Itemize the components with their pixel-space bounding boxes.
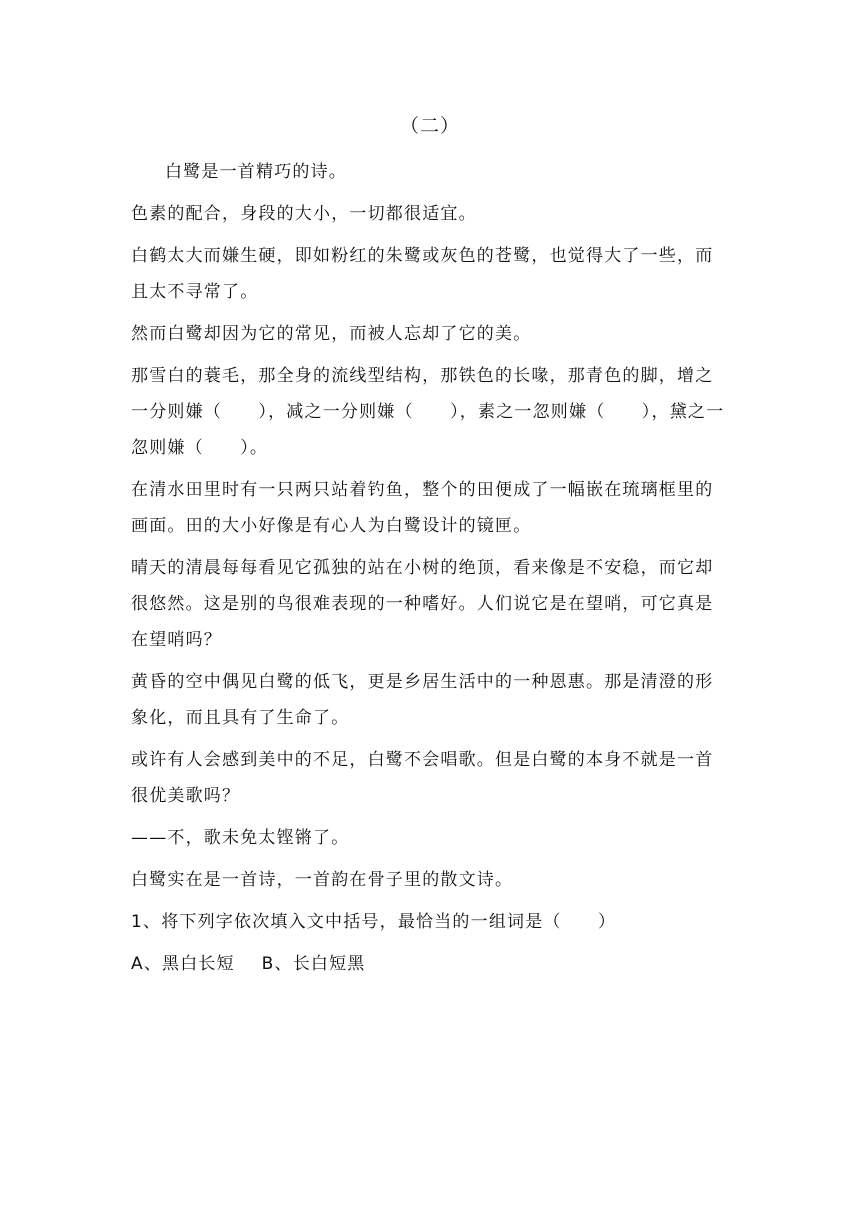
paragraph-2: 色素的配合，身段的大小，一切都很适宜。 [131, 204, 477, 224]
question-1-options: A、黑白长短 B、长白短黑 [131, 954, 366, 974]
paragraph-8: 黄昏的空中偶见白鹭的低飞，更是乡居生活中的一种恩惠。那是清澄的形象化，而且具有了生命了。 [131, 672, 714, 728]
paragraph-6: 在清水田里时有一只两只站着钓鱼，整个的田便成了一幅嵌在琉璃框里的画面。田的大小好像是有心人为白鹭设计的镜匣。 [131, 480, 714, 536]
paragraph-11: 白鹭实在是一首诗，一首韵在骨子里的散文诗。 [131, 870, 514, 890]
paragraph-5: 那雪白的蓑毛，那全身的流线型结构，那铁色的长喙，那青色的脚，增之一分则嫌（ ），减之一分则嫌（ ），素之一忽则嫌（ ），黛之一忽则嫌（ ）。 [131, 366, 725, 458]
passage-body [131, 154, 731, 988]
paragraph-3: 白鹤太大而嫌生硬，即如粉红的朱鹭或灰色的苍鹭，也觉得大了一些，而且太不寻常了。 [131, 246, 714, 302]
paragraph-7: 晴天的清晨每每看见它孤独的站在小树的绝顶，看来像是不安稳，而它却很悠然。这是别的鸟很难表现的一种嗜好。人们说它是在望哨，可它真是在望哨吗？ [131, 558, 714, 650]
paragraph-9: 或许有人会感到美中的不足，白鹭不会唱歌。但是白鹭的本身不就是一首很优美歌吗？ [131, 750, 714, 806]
paragraph-1: 白鹭是一首精巧的诗。 [165, 162, 347, 182]
section-title: （二） [399, 115, 460, 137]
question-1: 1、将下列字依次填入文中括号，最恰当的一组词是（ ） [131, 912, 617, 932]
paragraph-4: 然而白鹭却因为它的常见，而被人忘却了它的美。 [131, 324, 532, 344]
paragraph-10: ——不，歌未免太铿锵了。 [131, 828, 350, 848]
